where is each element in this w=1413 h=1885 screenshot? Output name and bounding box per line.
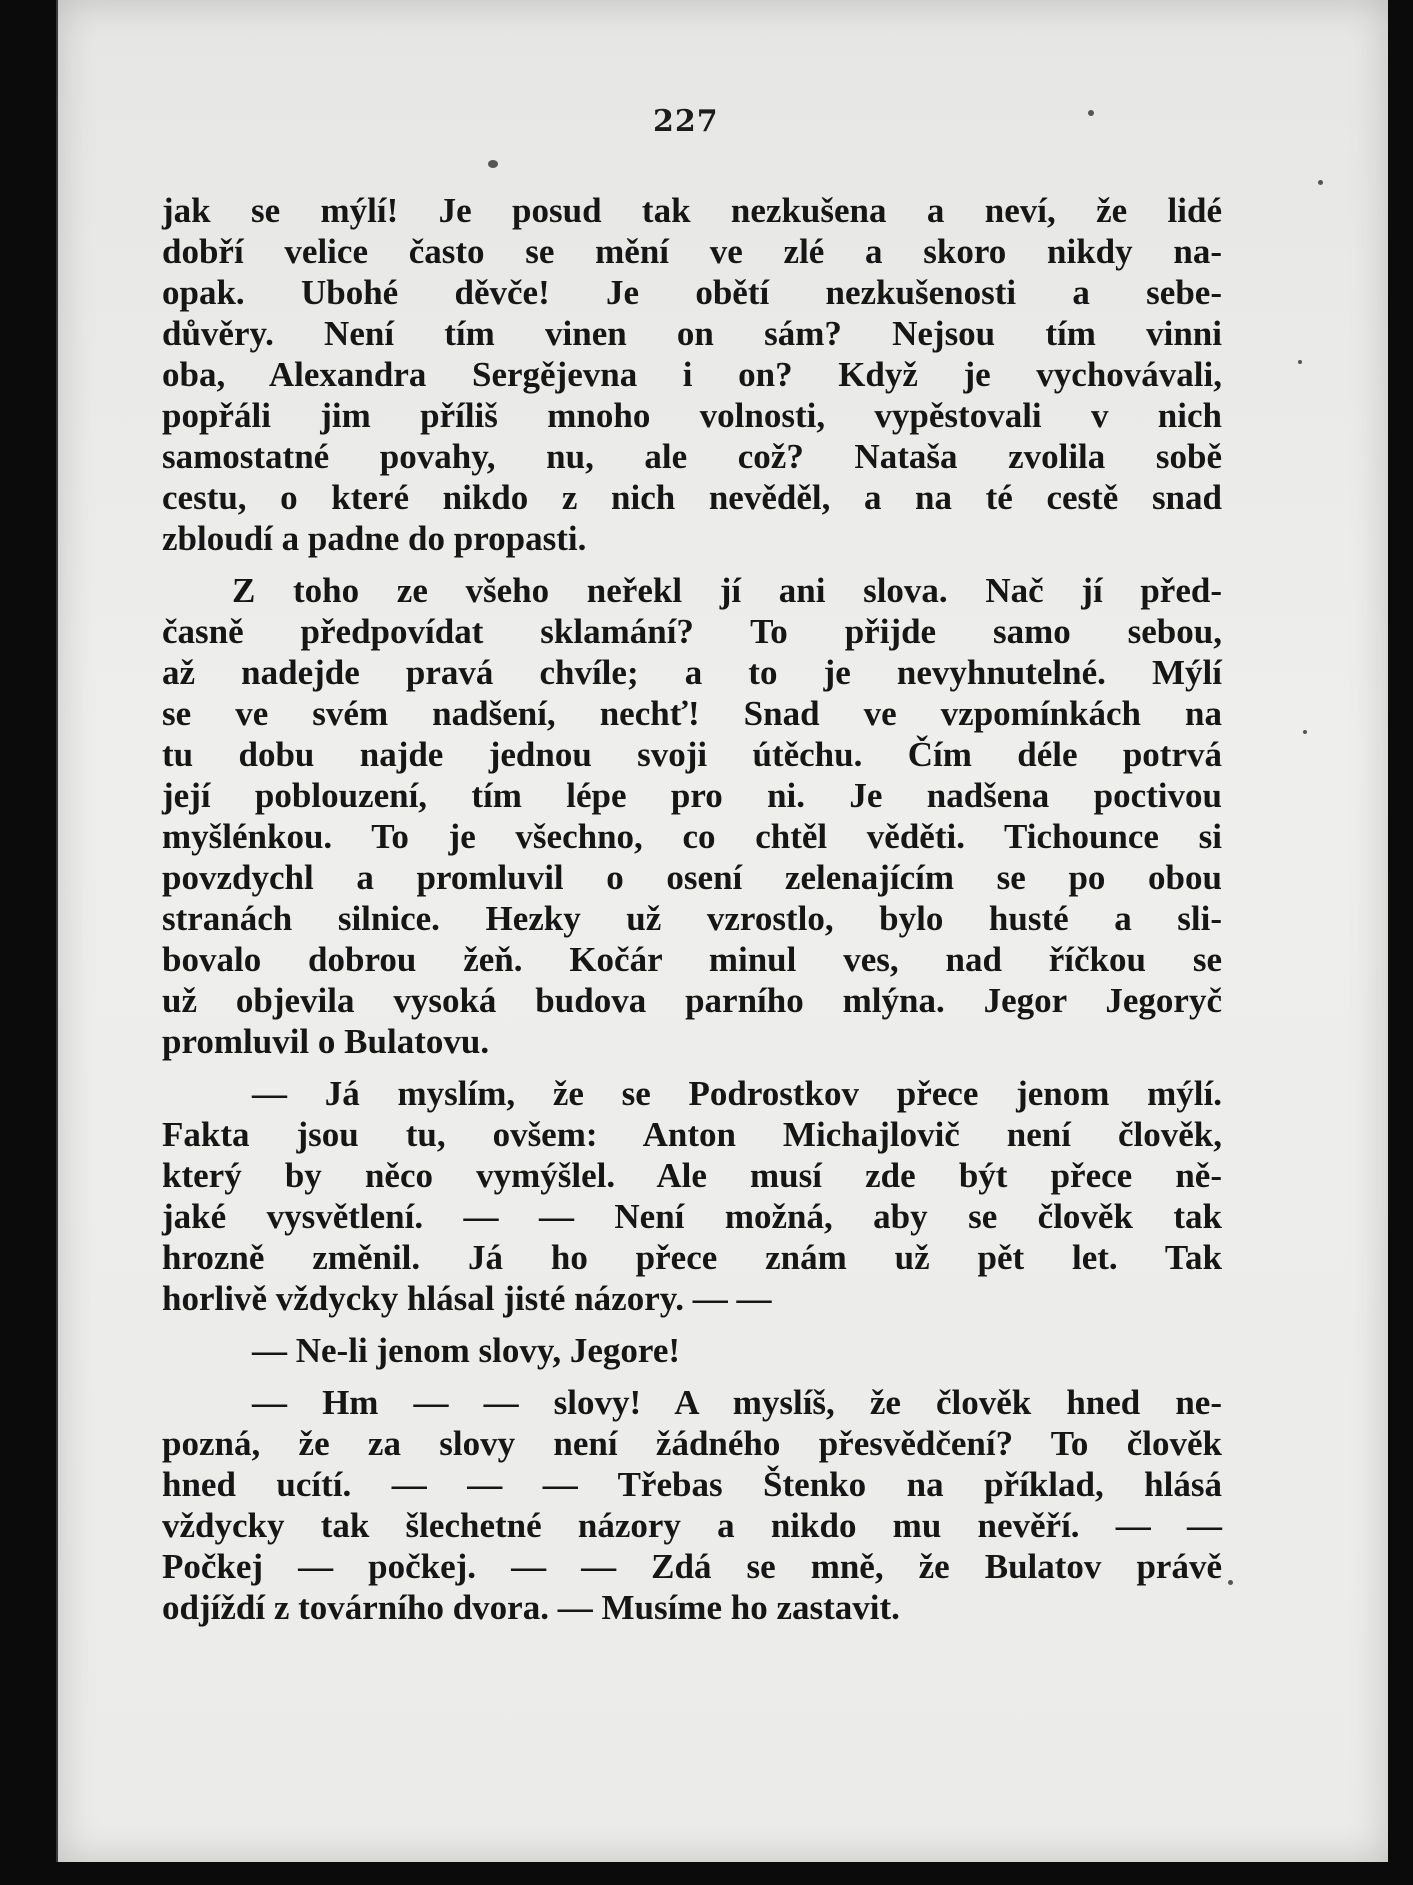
text-line: pozná, že za slovy není žádného přesvědčení? To člověk: [162, 1424, 1222, 1463]
text-line: — Já myslím, že se Podrostkov přece jenom mýlí.: [252, 1074, 1222, 1113]
text-line: časně předpovídat sklamání? To přijde samo sebou,: [162, 612, 1222, 651]
text-line: který by něco vymýšlel. Ale musí zde být přece ně-: [162, 1156, 1222, 1195]
text-line: samostatné povahy, nu, ale což? Nataša zvolila sobě: [162, 437, 1222, 476]
paragraph-2: [162, 570, 1222, 1062]
print-speck: [1228, 1580, 1233, 1585]
text-line: — Hm — — slovy! A myslíš, že člověk hned ne-: [252, 1383, 1222, 1422]
text-line: její poblouzení, tím lépe pro ni. Je nadšena poctivou: [162, 776, 1222, 815]
text-line: hrozně změnil. Já ho přece znám už pět let. Tak: [162, 1238, 1222, 1277]
text-line: myšlénkou. To je všechno, co chtěl věděti. Tichounce si: [162, 817, 1222, 856]
text-line: odjíždí z továrního dvora. — Musíme ho zastavit.: [162, 1588, 900, 1627]
text-line: hned ucítí. — — — Třebas Štenko na příklad, hlásá: [162, 1465, 1222, 1504]
text-line: už objevila vysoká budova parního mlýna. Jegor Jegoryč: [162, 981, 1222, 1020]
text-line: povzdychl a promluvil o osení zelenajícím se po obou: [162, 858, 1222, 897]
text-line: Z toho ze všeho neřekl jí ani slova. Nač jí před-: [232, 571, 1222, 610]
text-line: se ve svém nadšení, nechť! Snad ve vzpomínkách na: [162, 694, 1222, 733]
text-line: dobří velice často se mění ve zlé a skoro nikdy na-: [162, 232, 1222, 271]
print-speck: [1318, 180, 1323, 185]
paragraph-3: [162, 1073, 1222, 1319]
body-text: [162, 190, 1222, 1628]
text-line: — Ne-li jenom slovy, Jegore!: [252, 1331, 681, 1370]
text-line: horlivě vždycky hlásal jisté názory. — —: [162, 1279, 772, 1318]
text-line: opak. Ubohé děvče! Je obětí nezkušenosti a sebe-: [162, 273, 1222, 312]
print-speck: [1298, 360, 1302, 364]
page-number: 227: [653, 104, 719, 139]
text-line: stranách silnice. Hezky už vzrostlo, bylo husté a sli-: [162, 899, 1222, 938]
print-speck: [1088, 110, 1094, 116]
paragraph-1: [162, 190, 1222, 559]
paragraph-4: [162, 1330, 1222, 1371]
text-line: vždycky tak šlechetné názory a nikdo mu nevěří. — —: [162, 1506, 1222, 1545]
book-page: [56, 0, 1388, 1862]
text-line: Fakta jsou tu, ovšem: Anton Michajlovič není člověk,: [162, 1115, 1222, 1154]
text-line: bovalo dobrou žeň. Kočár minul ves, nad říčkou se: [162, 940, 1222, 979]
text-line: jak se mýlí! Je posud tak nezkušena a neví, že lidé: [162, 191, 1222, 230]
text-line: cestu, o které nikdo z nich nevěděl, a na té cestě snad: [162, 478, 1222, 517]
text-line: tu dobu najde jednou svoji útěchu. Čím déle potrvá: [162, 735, 1222, 774]
text-line: oba, Alexandra Sergějevna i on? Když je vychovávali,: [162, 355, 1222, 394]
print-speck: [1303, 730, 1307, 734]
text-line: promluvil o Bulatovu.: [162, 1022, 490, 1061]
paragraph-5: [162, 1382, 1222, 1628]
text-line: jaké vysvětlení. — — Není možná, aby se člověk tak: [162, 1197, 1222, 1236]
text-line: popřáli jim příliš mnoho volnosti, vypěstovali v nich: [162, 396, 1222, 435]
text-line: Počkej — počkej. — — Zdá se mně, že Bulatov právě: [162, 1547, 1222, 1586]
text-line: až nadejde pravá chvíle; a to je nevyhnutelné. Mýlí: [162, 653, 1222, 692]
text-line: zbloudí a padne do propasti.: [162, 519, 587, 558]
text-line: důvěry. Není tím vinen on sám? Nejsou tím vinni: [162, 314, 1222, 353]
print-speck: [488, 160, 498, 168]
